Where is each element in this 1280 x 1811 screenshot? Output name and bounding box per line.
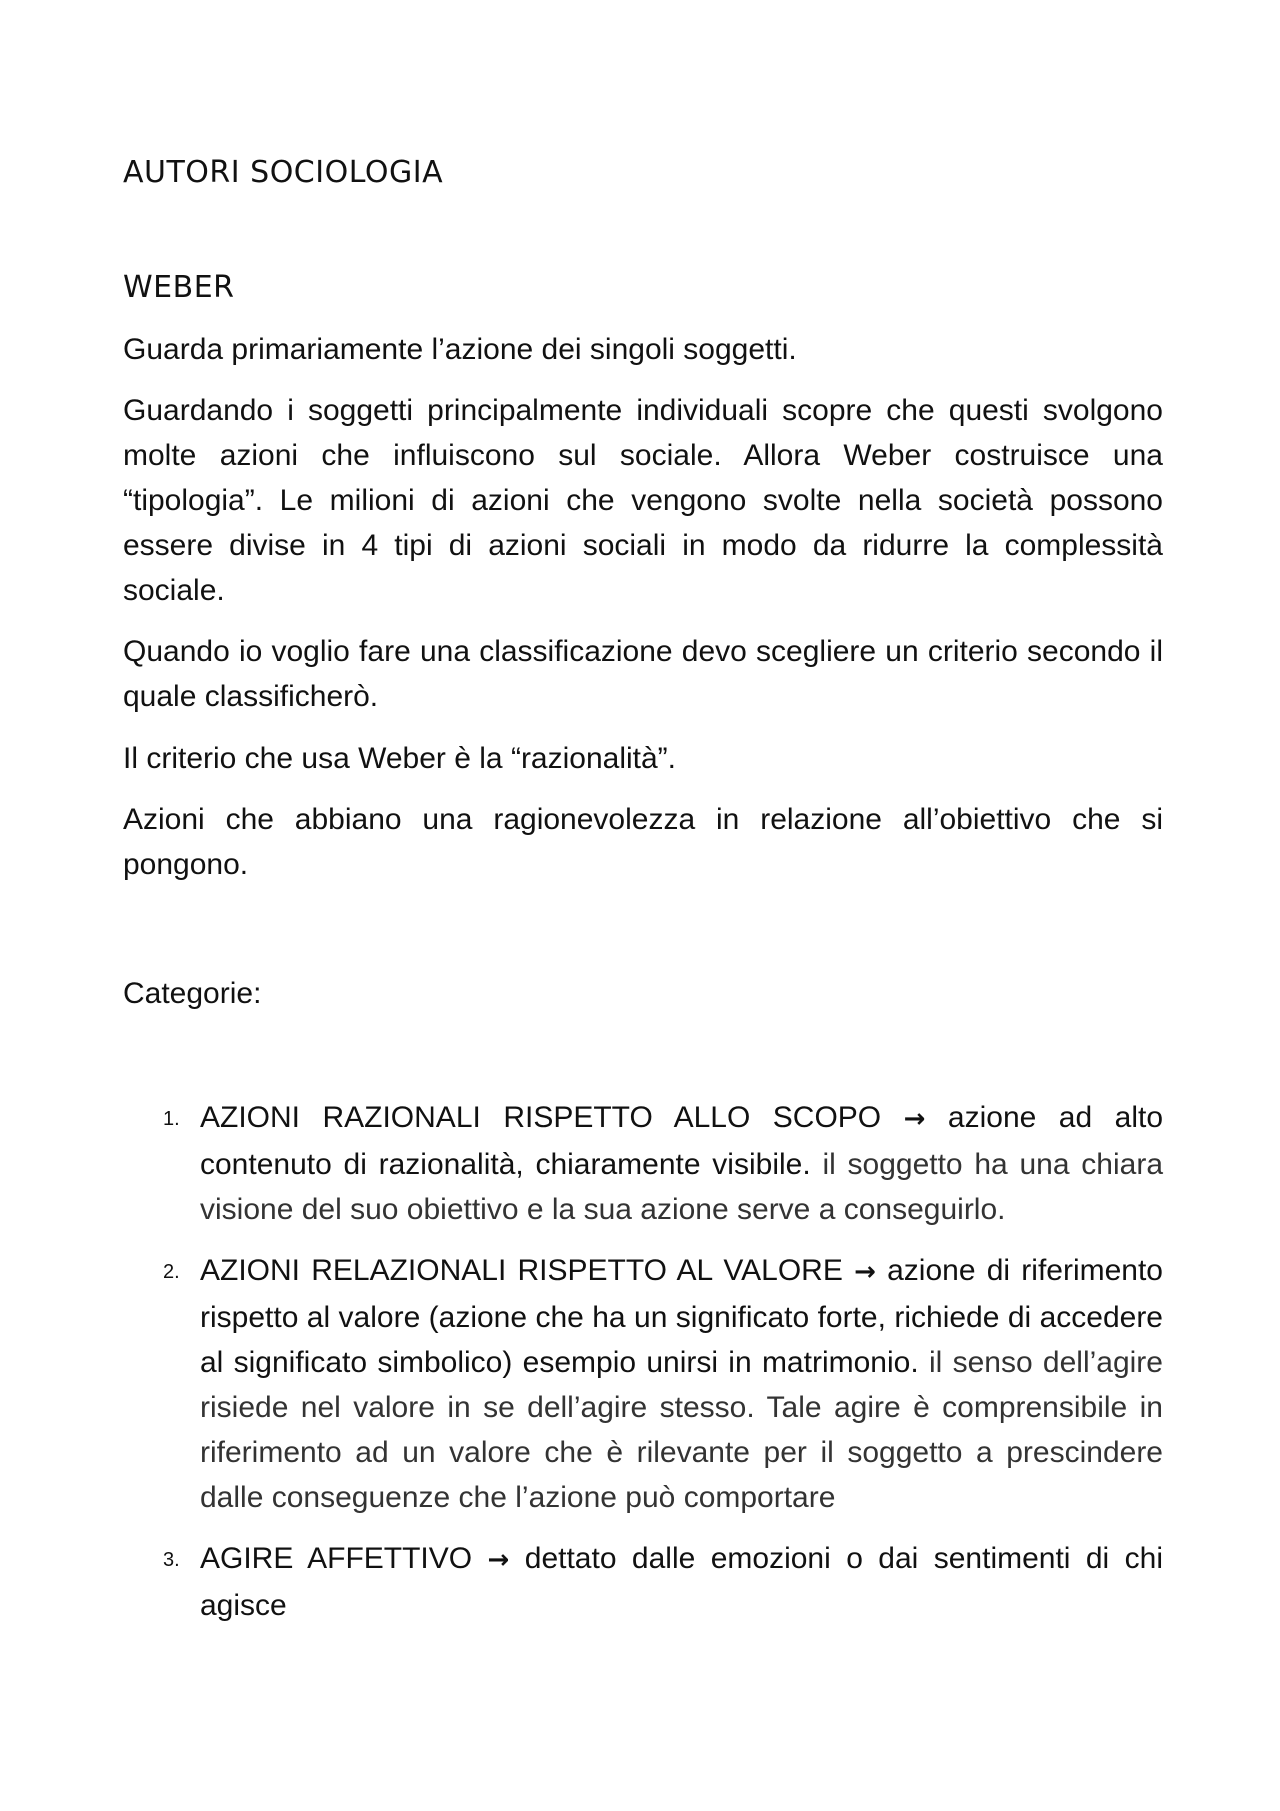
arrow-right-icon: → bbox=[854, 1257, 876, 1287]
list-item-note: il soggetto ha una chiara visione del suo obiettivo e la sua azione serve a conseguirlo. bbox=[200, 1148, 1163, 1226]
list-item-text: dettato dalle emozioni o dai sentimenti di chi agisce bbox=[200, 1542, 1163, 1622]
paragraph-typology: Guardando i soggetti principalmente individuali scopre che questi svolgono molte azioni che influiscono sul sociale. Allora Weber costruisce una “tipologia”. Le milioni di azioni che vengono svolte nella società possono essere divise in 4 tipi di azioni sociali in modo da ridurre la complessità sociale. bbox=[123, 394, 1163, 607]
list-item bbox=[123, 1248, 1163, 1520]
section-heading: WEBER bbox=[123, 270, 235, 305]
list-item-note: il senso dell’agire risiede nel valore in se dell’agire stesso. Tale agire è comprensibile in riferimento ad un valore che è rilevante per il soggetto a prescindere dalle conseguenze che l’azione può comportare bbox=[200, 1346, 1163, 1514]
list-number: 2. bbox=[163, 1261, 180, 1283]
list-item-text: azione ad alto contenuto di razionalità, chiaramente visibile. bbox=[200, 1101, 1164, 1181]
categories-label: Categorie: bbox=[123, 977, 262, 1010]
paragraph-intro: Guarda primariamente l’azione dei singoli soggetti. bbox=[123, 333, 797, 366]
list-item-term: AZIONI RAZIONALI RISPETTO ALLO SCOPO bbox=[200, 1101, 882, 1134]
list-item-term: AGIRE AFFETTIVO bbox=[200, 1542, 473, 1575]
list-number: 3. bbox=[163, 1549, 180, 1571]
arrow-right-icon: → bbox=[487, 1545, 510, 1575]
arrow-right-icon: → bbox=[903, 1104, 926, 1134]
list-item-text: azione di riferimento rispetto al valore (azione che ha un significato forte, richiede di accedere al significato simbolico) esempio unirsi in matrimonio. bbox=[200, 1254, 1163, 1379]
document-title: AUTORI SOCIOLOGIA bbox=[123, 155, 444, 190]
list-number: 1. bbox=[163, 1108, 180, 1130]
paragraph-actions: Azioni che abbiano una ragionevolezza in relazione all’obiettivo che si pongono. bbox=[123, 803, 1163, 881]
paragraph-classification: Quando io voglio fare una classificazione devo scegliere un criterio secondo il quale classificherò. bbox=[123, 635, 1163, 713]
paragraph-criterion: Il criterio che usa Weber è la “razionalità”. bbox=[123, 742, 677, 775]
list-item bbox=[123, 1536, 1163, 1628]
list-item-term: AZIONI RELAZIONALI RISPETTO AL VALORE bbox=[200, 1254, 843, 1287]
list-item bbox=[123, 1095, 1163, 1232]
categories-list bbox=[123, 1095, 1163, 1628]
